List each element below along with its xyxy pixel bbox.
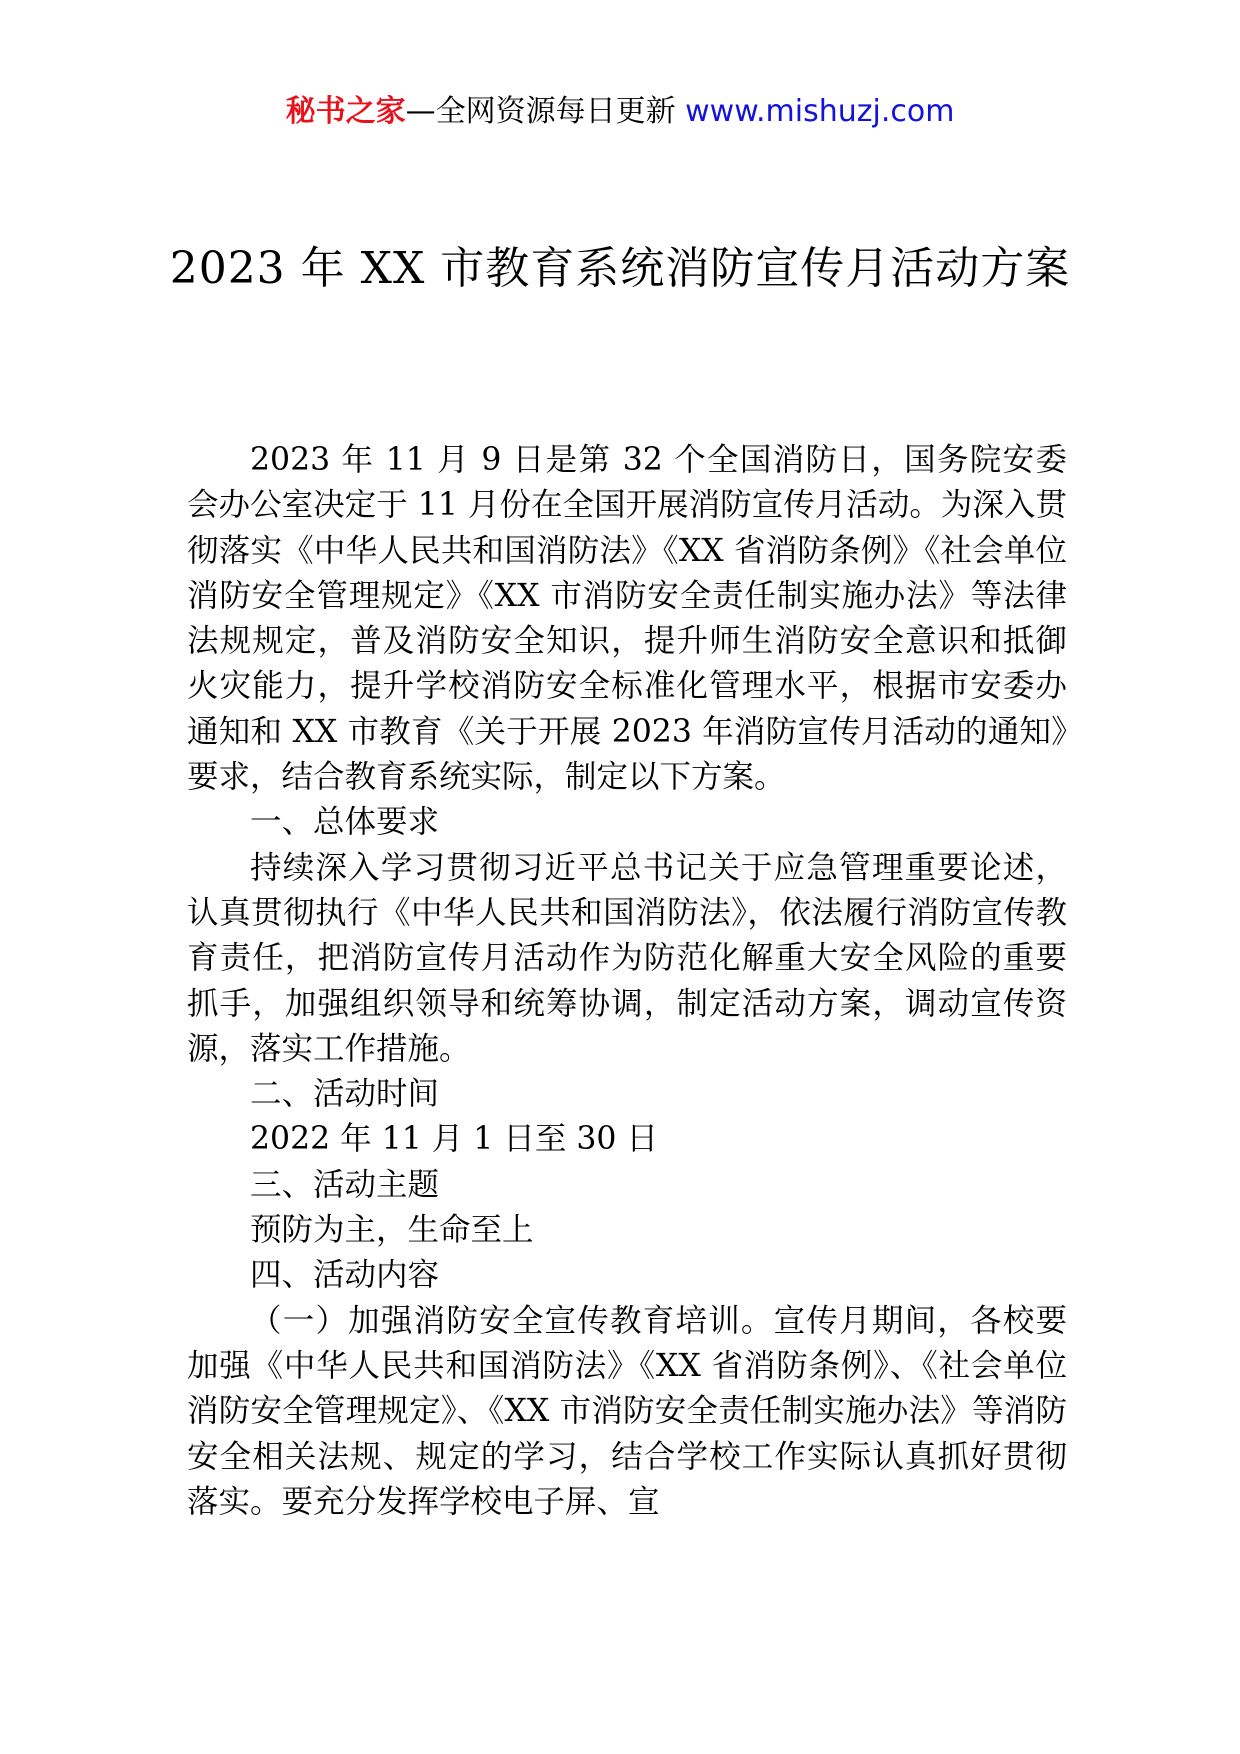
- site-header: [0, 92, 1240, 132]
- site-brand: 秘书之家: [285, 94, 406, 129]
- site-tagline: —全网资源每日更新: [405, 94, 686, 129]
- activity-theme-text: 预防为主，生命至上: [250, 1212, 534, 1249]
- section-heading-general-requirements: 一、总体要求: [250, 804, 440, 841]
- activity-content-paragraph: （一）加强消防安全宣传教育培训。宣传月期间，各校要加强《中华人民共和国消防法》《XX 省消防条例》、《社会单位消防安全管理规定》、《XX 市消防安全责任制实施办法》等消防安全相关法规、规定的学习，结合学校工作实际认真抓好贯彻落实。要充分发挥学校电子屏、宣: [187, 1302, 1067, 1520]
- general-requirements-paragraph: 持续深入学习贯彻习近平总书记关于应急管理重要论述，认真贯彻执行《中华人民共和国消防法》，依法履行消防宣传教育责任，把消防宣传月活动作为防范化解重大安全风险的重要抓手，加强组织领导和统筹协调，制定活动方案，调动宣传资源，落实工作措施。: [187, 849, 1067, 1067]
- section-heading-activity-content: 四、活动内容: [250, 1257, 440, 1294]
- section-heading-activity-theme: 三、活动主题: [250, 1166, 440, 1203]
- site-url-link[interactable]: www.mishuzj.com: [685, 94, 955, 129]
- document-body: [187, 438, 1067, 1525]
- intro-paragraph: 2023 年 11 月 9 日是第 32 个全国消防日，国务院安委会办公室决定于 11 月份在全国开展消防宣传月活动。为深入贯彻落实《中华人民共和国消防法》《XX 省消防条例》《社会单位消防安全管理规定》《XX 市消防安全责任制实施办法》等法律法规规定，普及消防安全知识，提升师生消防安全意识和抵御火灾能力，提升学校消防安全标准化管理水平，根据市安委办通知和 XX 市教育《关于开展 2023 年消防宣传月活动的通知》要求，结合教育系统实际，制定以下方案。: [187, 442, 1067, 796]
- activity-time-text: 2022 年 11 月 1 日至 30 日: [250, 1121, 658, 1158]
- document-title: 2023 年 XX 市教育系统消防宣传月活动方案: [169, 243, 1071, 294]
- section-heading-activity-time: 二、活动时间: [250, 1076, 440, 1113]
